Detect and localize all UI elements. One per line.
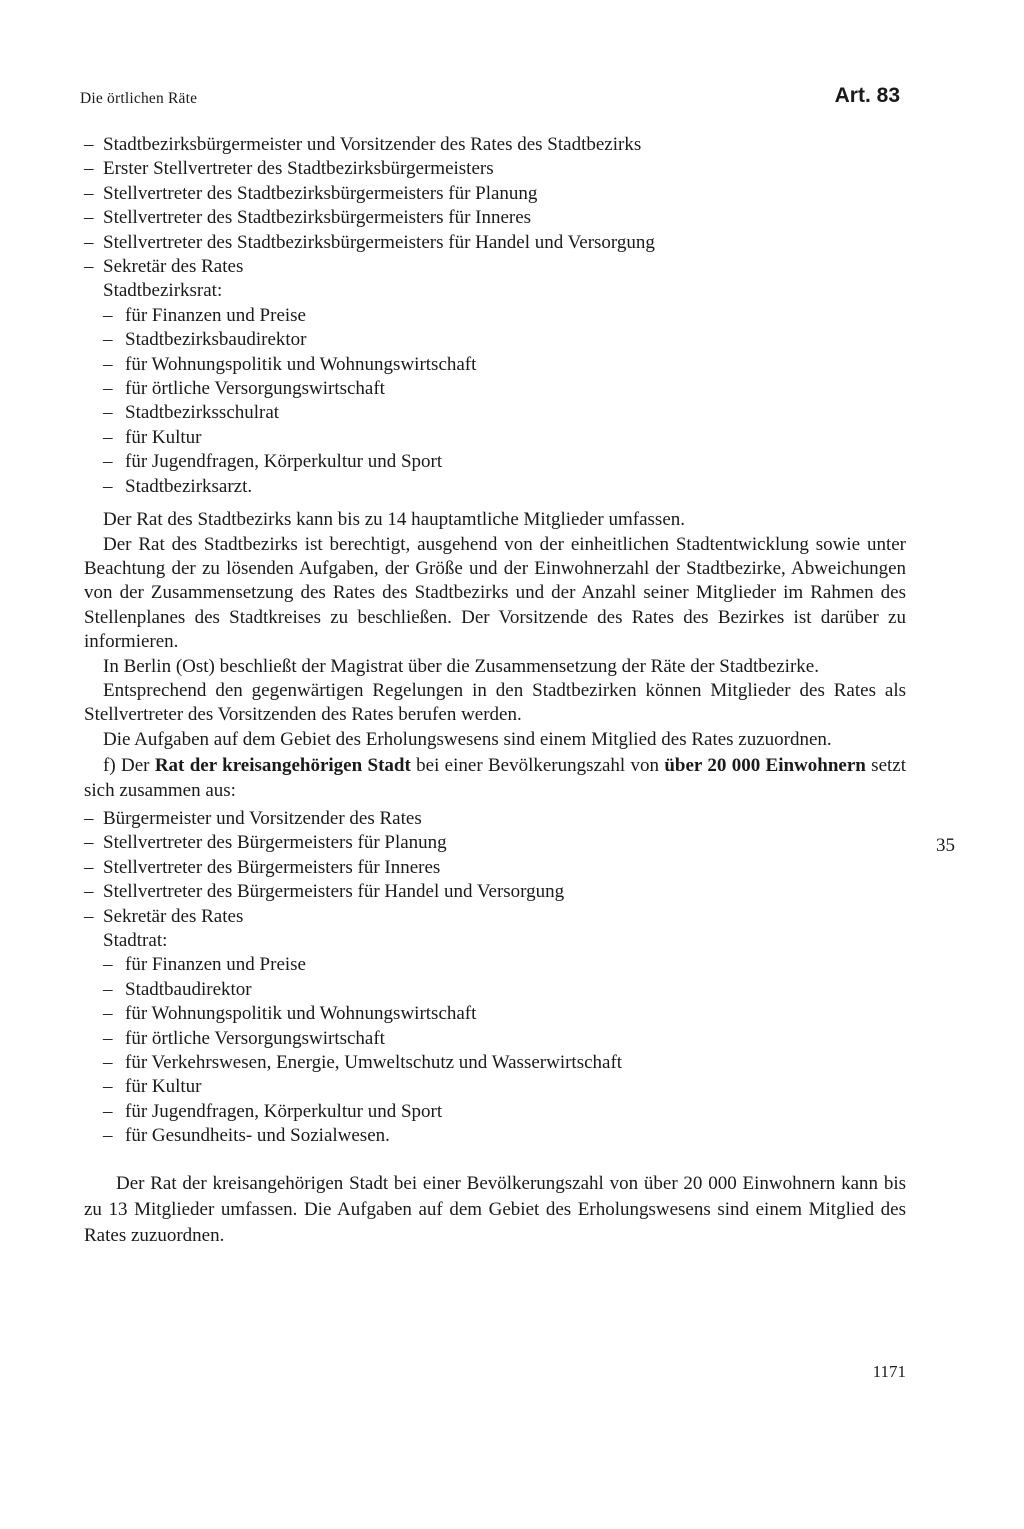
sub-list-item: – für Kultur: [84, 1075, 906, 1099]
sub-list-item: – für Kultur: [84, 426, 906, 450]
sub-list-item: – Stadtbaudirektor: [84, 978, 906, 1002]
stadtbezirk-council-list: [84, 133, 906, 499]
sub-list-item: – für Wohnungspolitik und Wohnungswirtschaft: [84, 353, 906, 377]
sub-list-item: – für Jugendfragen, Körperkultur und Sport: [84, 450, 906, 474]
list-dash: –: [103, 304, 113, 326]
list-dash: –: [103, 1027, 113, 1049]
commentary-paragraphs: [84, 508, 906, 752]
list-dash: –: [84, 256, 94, 278]
paragraph: Die Aufgaben auf dem Gebiet des Erholungswesens sind einem Mitglied des Rates zuzuordnen.: [103, 728, 832, 750]
list-item: – Erster Stellvertreter des Stadtbezirksbürgermeisters: [84, 157, 906, 181]
paragraph: Entsprechend den gegenwärtigen Regelungen in den Stadtbezirken können Mitglieder des Rates als Stellvertreter des Vorsitzenden des Rates berufen werden.: [84, 679, 906, 726]
list-item: – Sekretär des Rates: [84, 905, 906, 929]
sub-list-heading: Stadtrat:: [103, 930, 168, 951]
list-dash: –: [103, 426, 113, 448]
sub-list-item: – Stadtbezirksarzt.: [84, 475, 906, 499]
list-dash: –: [103, 1003, 113, 1025]
sub-list-item: – für Verkehrswesen, Energie, Umweltschutz und Wasserwirtschaft: [84, 1051, 906, 1075]
sub-list-item: – für Finanzen und Preise: [84, 304, 906, 328]
list-dash: –: [103, 378, 113, 400]
bold-term: über 20 000 Einwohnern: [664, 755, 866, 777]
sub-list-item: – für Wohnungspolitik und Wohnungswirtschaft: [84, 1002, 906, 1026]
city-council-list: [84, 807, 906, 1149]
list-dash: –: [84, 881, 94, 903]
list-dash: –: [84, 832, 94, 854]
sub-list-item: – für örtliche Versorgungswirtschaft: [84, 377, 906, 401]
paragraph: Der Rat des Stadtbezirks kann bis zu 14 hauptamtliche Mitglieder umfassen.: [103, 509, 685, 531]
section-f-paragraph: f) Der Rat der kreisangehörigen Stadt bei einer Bevölkerungszahl von über 20 000 Einwohnern setzt sich zusammen aus:: [84, 755, 906, 801]
sub-list-item: – für Gesundheits- und Sozialwesen.: [84, 1124, 906, 1148]
list-dash: –: [103, 978, 113, 1000]
list-dash: –: [103, 475, 113, 497]
page-number: 1171: [872, 1362, 906, 1381]
sub-list-item: – Stadtbezirksbaudirektor: [84, 328, 906, 352]
list-dash: –: [103, 353, 113, 375]
sub-list-heading: Stadtbezirksrat:: [103, 280, 223, 302]
page-body: [84, 133, 906, 1249]
list-dash: –: [84, 134, 94, 155]
list-dash: –: [103, 954, 113, 976]
list-dash: –: [84, 856, 94, 878]
list-dash: –: [84, 231, 94, 253]
list-dash: –: [103, 1052, 113, 1074]
list-item: – Stellvertreter des Bürgermeisters für Handel und Versorgung: [84, 880, 906, 904]
closing-paragraph: Der Rat der kreisangehörigen Stadt bei einer Bevölkerungszahl von über 20 000 Einwohnern kann bis zu 13 Mitglieder umfassen. Die Aufgaben auf dem Gebiet des Erholungswesens sind einem Mitglied des Rates zuzuordnen.: [84, 1172, 906, 1246]
list-dash: –: [84, 807, 94, 829]
list-dash: –: [103, 1125, 113, 1147]
list-dash: –: [84, 905, 94, 927]
list-dash: –: [103, 1076, 113, 1098]
bold-term: Rat der kreisangehörigen Stadt: [154, 755, 411, 777]
list-item: – Bürgermeister und Vorsitzender des Rates: [84, 807, 906, 831]
sub-list-item: – für örtliche Versorgungswirtschaft: [84, 1027, 906, 1051]
list-dash: –: [84, 182, 94, 204]
sub-list-item: – für Jugendfragen, Körperkultur und Sport: [84, 1100, 906, 1124]
list-item: – Stadtbezirksbürgermeister und Vorsitzender des Rates des Stadtbezirks: [84, 133, 906, 157]
list-item: – Stellvertreter des Bürgermeisters für Planung: [84, 831, 906, 855]
list-dash: –: [103, 402, 113, 424]
list-item: – Sekretär des Rates: [84, 255, 906, 279]
sub-list-item: – Stadtbezirksschulrat: [84, 401, 906, 425]
list-item: – Stellvertreter des Stadtbezirksbürgermeisters für Planung: [84, 182, 906, 206]
list-dash: –: [103, 451, 113, 473]
list-item: – Stellvertreter des Bürgermeisters für Inneres: [84, 856, 906, 880]
sub-list-item: – für Finanzen und Preise: [84, 953, 906, 977]
list-item: – Stellvertreter des Stadtbezirksbürgermeisters für Handel und Versorgung: [84, 231, 906, 255]
list-dash: –: [84, 207, 94, 229]
running-header-title: Die örtlichen Räte: [80, 90, 198, 107]
margin-number: 35: [936, 835, 955, 856]
list-dash: –: [103, 329, 113, 351]
paragraph: Der Rat des Stadtbezirks ist berechtigt, ausgehend von der einheitlichen Stadtentwicklung sowie unter Beachtung der zu lösenden Aufgaben, der Größe und der Einwohnerzahl der Stadtbezirke, Abweichungen von der Zusammensetzung des Rates des Stadtbezirks und der Anzahl seiner Mitglieder im Rahmen des Stellenplanes des Stadtkreises zu beschließen. Der Vorsitzende des Rates des Bezirkes ist darüber zu informieren.: [84, 533, 906, 653]
list-item: – Stellvertreter des Stadtbezirksbürgermeisters für Inneres: [84, 206, 906, 230]
list-dash: –: [103, 1100, 113, 1122]
article-number: Art. 83: [834, 84, 900, 107]
list-dash: –: [84, 158, 94, 180]
paragraph: In Berlin (Ost) beschließt der Magistrat über die Zusammensetzung der Räte der Stadtbezirke.: [103, 655, 819, 677]
